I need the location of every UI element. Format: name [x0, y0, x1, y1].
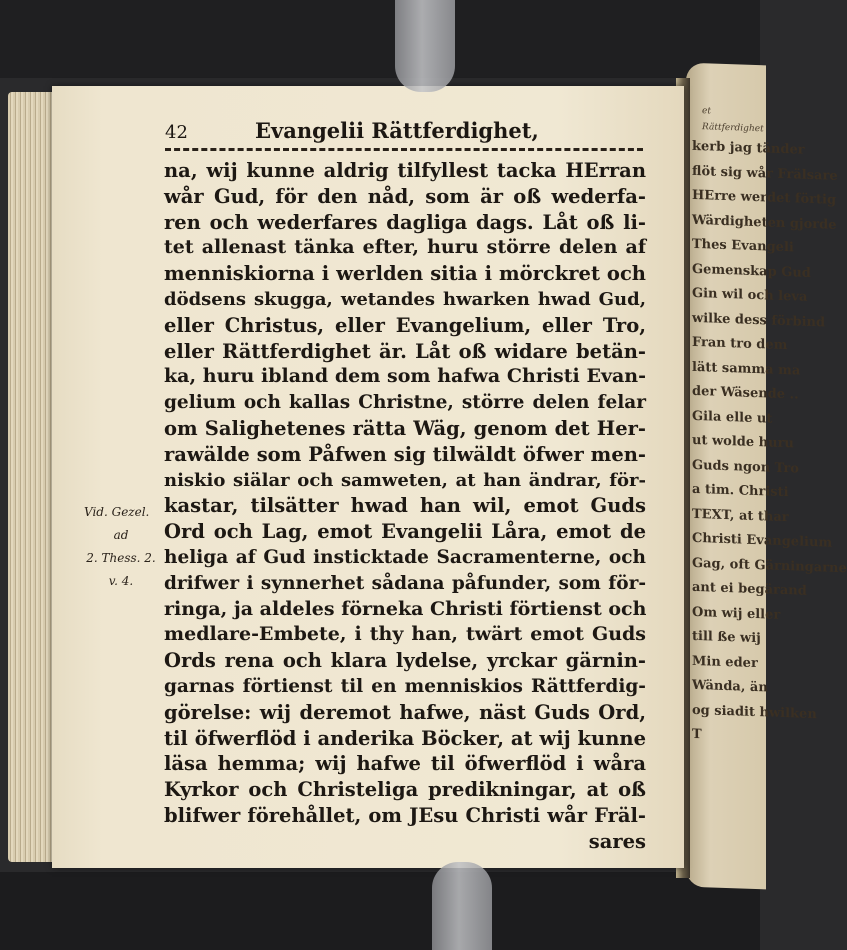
page-clip-top: [395, 0, 455, 92]
facing-page-line: og siadit hwilken: [692, 702, 817, 722]
text-line: ringa, ja aldeles förneka Christi förtienst och: [164, 597, 647, 620]
page-block-edge: [8, 92, 56, 862]
text-line: dödsens skugga, wetandes hwarken hwad Gud,: [164, 288, 646, 310]
facing-page-line: wilke dess förbind: [692, 310, 826, 330]
text-line: na, wij kunne aldrig tilfyllest tacka HErran: [164, 159, 646, 182]
text-line: drifwer i synnerhet sådana påfunder, som för-: [164, 572, 646, 594]
facing-page-line: T: [692, 726, 702, 743]
page-clip-bottom: [432, 862, 492, 950]
page-number: 42: [165, 122, 188, 143]
text-line: Ords rena och klara lydelse, yrckar gärnin-: [164, 649, 646, 673]
text-line: sares: [588, 829, 646, 853]
header-rule: [165, 148, 643, 151]
facing-page-line: kerb jag tänder: [692, 138, 805, 158]
facing-page-line: Guds ngon Tro: [692, 457, 799, 477]
text-line: Ord och Lag, emot Evangelii Låra, emot de: [164, 520, 646, 544]
text-line: görelse: wij deremot hafwe, näst Guds Ord,: [164, 700, 646, 724]
facing-page-text: [686, 135, 847, 750]
margin-note-line: ad: [113, 528, 129, 542]
text-line: ka, huru ibland dem som hafwa Christi Evan-: [164, 365, 646, 388]
facing-page-header: et Rättferdighet: [702, 106, 764, 135]
margin-note: [78, 501, 164, 593]
facing-page-line: till ße wij: [692, 628, 761, 647]
text-line: til öfwerflöd i anderika Böcker, at wij kunne: [164, 726, 646, 750]
margin-note-line: 2. Thess. 2.: [86, 551, 156, 565]
page-header: [165, 114, 645, 144]
facing-page-line: Christi Evangelium: [692, 530, 833, 551]
text-line: läsa hemma; wij hafwe til öfwerflöd i wåra: [164, 752, 646, 776]
facing-page-line: Wända, än: [692, 677, 768, 696]
facing-page-line: lätt samma ma: [692, 359, 801, 379]
text-line: gelium och kallas Christne, större delen felar: [164, 392, 646, 414]
text-line: heliga af Gud insticktade Sacramenterne, och: [164, 546, 646, 568]
text-line: Kyrkor och Christeliga predikningar, at oß: [164, 778, 646, 802]
facing-page-line: Gila elle ut: [692, 408, 773, 427]
text-line: menniskiorna i werlden sitia i mörckret och: [164, 262, 646, 286]
scanner-background-bottom: [0, 872, 760, 950]
facing-page: [686, 63, 847, 890]
text-line: kastar, tilsätter hwad han wil, emot Guds: [164, 494, 646, 518]
facing-page-line: HErre werdet förtig: [692, 187, 837, 208]
facing-page-line: Fran tro dem: [692, 334, 788, 354]
facing-page-line: Gag, oft Gärningarne: [692, 555, 847, 576]
facing-page-line: flöt sig wår Frälsare: [692, 163, 838, 184]
facing-page-line: Gin wil och leva: [692, 285, 808, 305]
text-line: ren och wederfares dagliga dags. Låt oß li-: [164, 210, 646, 234]
text-line: rawälde som Påfwen sig tilwäldt öfwer men-: [164, 442, 646, 466]
text-line: eller Rättferdighet är. Låt oß widare betän-: [164, 339, 646, 363]
text-line: garnas förtienst til en menniskios Rättferdig-: [164, 675, 646, 697]
text-line: eller Christus, eller Evangelium, eller Tro,: [164, 313, 646, 337]
body-text: [164, 158, 646, 855]
facing-page-line: a tim. Christi: [692, 481, 789, 501]
text-line: wår Gud, för den nåd, som är oß wederfa-: [164, 184, 646, 208]
facing-page-line: Gemenskap Gud: [692, 261, 811, 281]
text-line: om Salighetenes rätta Wäg, genom det Her-: [164, 416, 646, 440]
margin-note-line: Vid. Gezel.: [84, 505, 150, 519]
facing-page-line: Wärdigheten gjorde: [692, 212, 837, 233]
text-line: niskio siälar och samweten, at han ändrar, för-: [164, 469, 646, 491]
margin-note-line: v. 4.: [108, 574, 134, 588]
facing-page-line: ut wolde huru: [692, 432, 794, 452]
scanner-background-top: [0, 0, 760, 78]
facing-page-line: der Wäsende ..: [692, 383, 799, 403]
facing-page-line: TEXT, at thar: [692, 506, 789, 525]
text-line: tet allenast tänka efter, huru större delen af: [164, 236, 646, 259]
facing-page-line: Min eder: [692, 653, 758, 671]
text-line: medlare-Embete, i thy han, twärt emot Guds: [164, 623, 646, 646]
running-title: Evangelii Rättferdighet,: [255, 118, 539, 143]
facing-page-line: ant ei begärand: [692, 579, 807, 599]
facing-page-line: Om wij eller: [692, 604, 781, 623]
facing-page-line: Thes Evangeli: [692, 236, 794, 256]
text-line: blifwer förehållet, om JEsu Christi wår Fräl-: [164, 803, 646, 827]
